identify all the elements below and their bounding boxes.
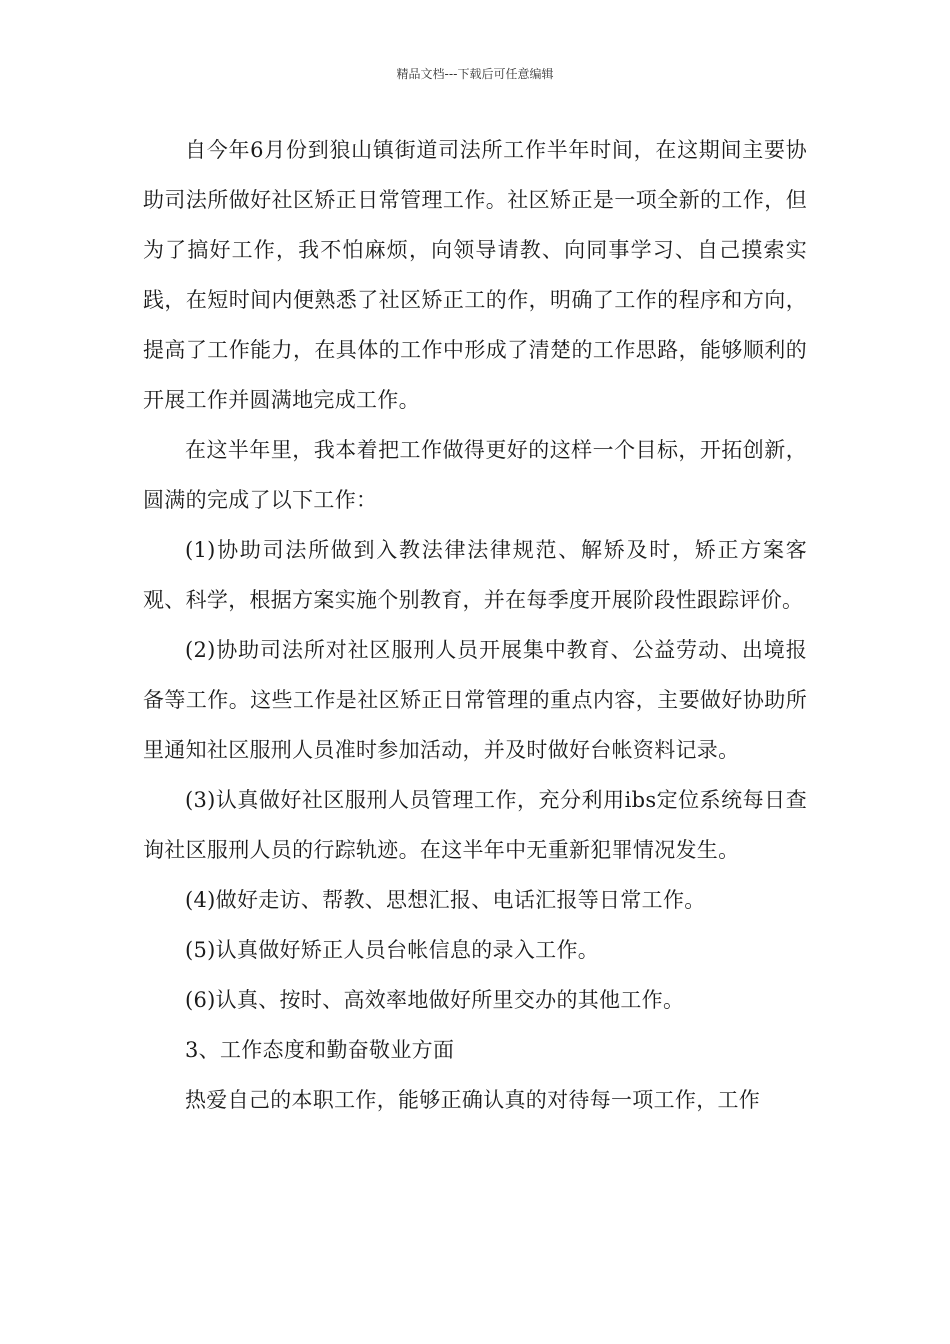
section-heading-attitude: 3、工作态度和勤奋敬业方面 (185, 1038, 455, 1062)
paragraph-attitude: 热爱自己的本职工作，能够正确认真的对待每一项工作，工作 (185, 1088, 761, 1112)
document-body (143, 125, 807, 1125)
paragraph-item-5: (5)认真做好矫正人员台帐信息的录入工作。 (185, 938, 600, 962)
paragraph-half-year: 在这半年里，我本着把工作做得更好的这样一个目标，开拓创新，圆满的完成了以下工作： (143, 438, 807, 512)
paragraph-item-4: (4)做好走访、帮教、思想汇报、电话汇报等日常工作。 (185, 888, 706, 912)
paragraph-item-2: (2)协助司法所对社区服刑人员开展集中教育、公益劳动、出境报备等工作。这些工作是社区矫正日常管理的重点内容，主要做好协助所里通知社区服刑人员准时参加活动，并及时做好台帐资料记录。 (143, 638, 807, 762)
paragraph-item-1: (1)协助司法所做到入教法律法律规范、解矫及时，矫正方案客观、科学，根据方案实施个别教育，并在每季度开展阶段性跟踪评价。 (143, 538, 807, 612)
page-header: 精品文档---下载后可任意编辑 (396, 67, 554, 81)
paragraph-item-3: (3)认真做好社区服刑人员管理工作，充分利用ibs定位系统每日查询社区服刑人员的行踪轨迹。在这半年中无重新犯罪情况发生。 (143, 788, 807, 862)
paragraph-item-6: (6)认真、按时、高效率地做好所里交办的其他工作。 (185, 988, 685, 1012)
paragraph-intro: 自今年6月份到狼山镇街道司法所工作半年时间，在这期间主要协助司法所做好社区矫正日常管理工作。社区矫正是一项全新的工作，但为了搞好工作，我不怕麻烦，向领导请教、向同事学习、自己摸索实践，在短时间内便熟悉了社区矫正工的作，明确了工作的程序和方向，提高了工作能力，在具体的工作中形成了清楚的工作思路，能够顺利的开展工作并圆满地完成工作。 (143, 138, 807, 412)
